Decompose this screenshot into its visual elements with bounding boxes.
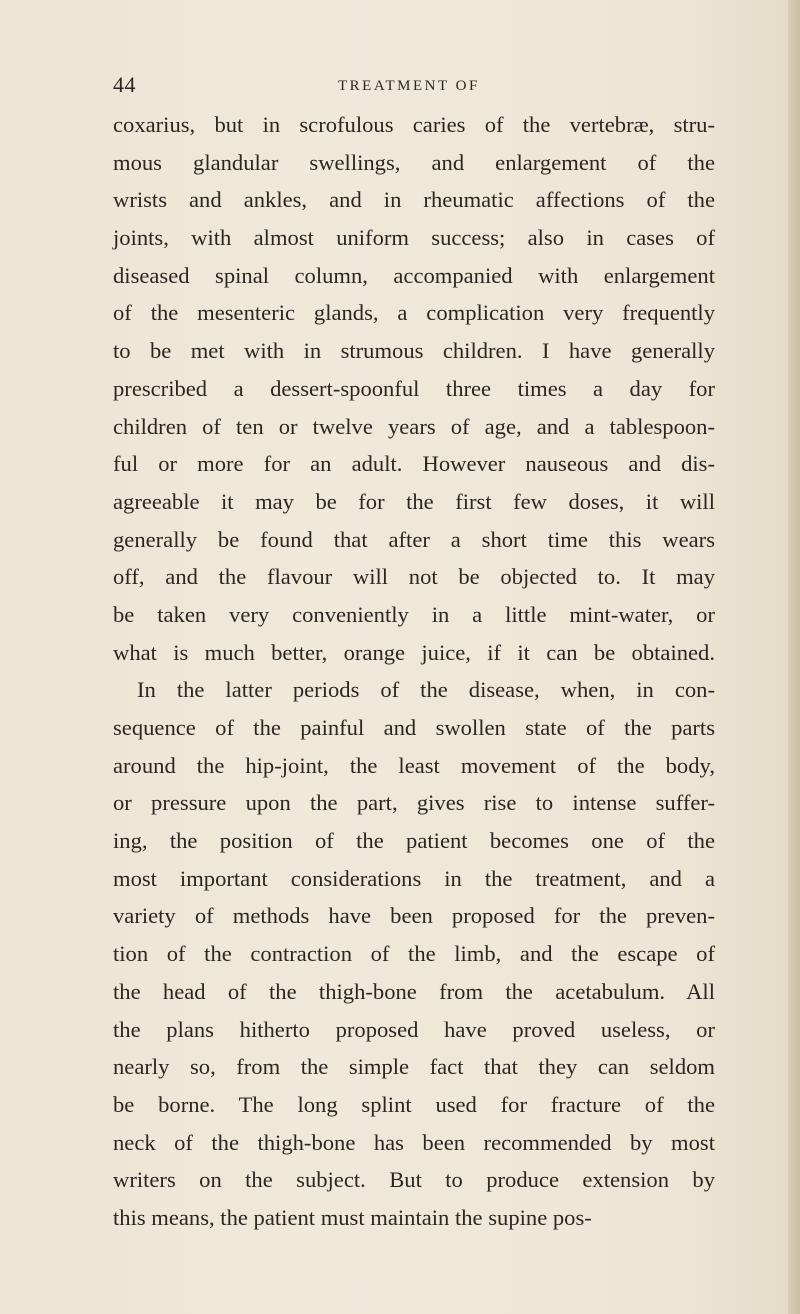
text-line: the head of the thigh-bone from the acetabulum. All — [113, 978, 715, 1004]
text-line: writers on the subject. But to produce extension by — [113, 1167, 715, 1193]
text-line: around the hip-joint, the least movement of the body, — [113, 752, 715, 778]
text-line: be taken very conveniently in a little mint-water, or — [113, 601, 715, 627]
text-line: diseased spinal column, accompanied with enlargement — [113, 262, 715, 288]
text-line: wrists and ankles, and in rheumatic affections of the — [113, 187, 715, 213]
text-line: neck of the thigh-bone has been recommended by most — [113, 1129, 715, 1155]
text-line: ful or more for an adult. However nauseous and dis- — [113, 451, 715, 477]
text-line: children of ten or twelve years of age, and a tablespoon- — [113, 413, 715, 439]
text-line: In the latter periods of the disease, when, in con- — [137, 677, 715, 703]
body-text — [113, 106, 715, 1237]
text-line: the plans hitherto proposed have proved useless, or — [113, 1016, 715, 1042]
text-line: nearly so, from the simple fact that they can seldom — [113, 1054, 715, 1080]
page-edge — [788, 0, 800, 1314]
text-line: agreeable it may be for the first few doses, it will — [113, 488, 715, 514]
text-line: prescribed a dessert-spoonful three times a day for — [113, 375, 715, 401]
running-title: TREATMENT OF — [338, 78, 480, 94]
text-line: what is much better, orange juice, if it can be obtained. — [113, 639, 715, 665]
text-line: this means, the patient must maintain the supine pos- — [113, 1204, 592, 1230]
text-line: or pressure upon the part, gives rise to intense suffer- — [113, 790, 715, 816]
text-line: coxarius, but in scrofulous caries of the vertebræ, stru- — [113, 112, 715, 137]
text-line: tion of the contraction of the limb, and the escape of — [113, 941, 715, 967]
text-line: of the mesenteric glands, a complication very frequently — [113, 300, 715, 326]
text-line: be borne. The long splint used for fracture of the — [113, 1091, 715, 1117]
page-number: 44 — [113, 72, 136, 97]
text-line: ing, the position of the patient becomes one of the — [113, 828, 715, 854]
text-line: generally be found that after a short time this wears — [113, 526, 715, 552]
text-line: to be met with in strumous children. I have generally — [113, 338, 715, 364]
text-line: off, and the flavour will not be objected to. It may — [113, 564, 715, 590]
text-line: variety of methods have been proposed for the preven- — [113, 903, 715, 929]
text-line: joints, with almost uniform success; also in cases of — [113, 225, 715, 251]
text-line: sequence of the painful and swollen state of the parts — [113, 715, 715, 740]
text-line: mous glandular swellings, and enlargement of the — [113, 149, 715, 175]
running-head — [0, 72, 790, 102]
text-line: most important considerations in the treatment, and a — [113, 865, 715, 891]
